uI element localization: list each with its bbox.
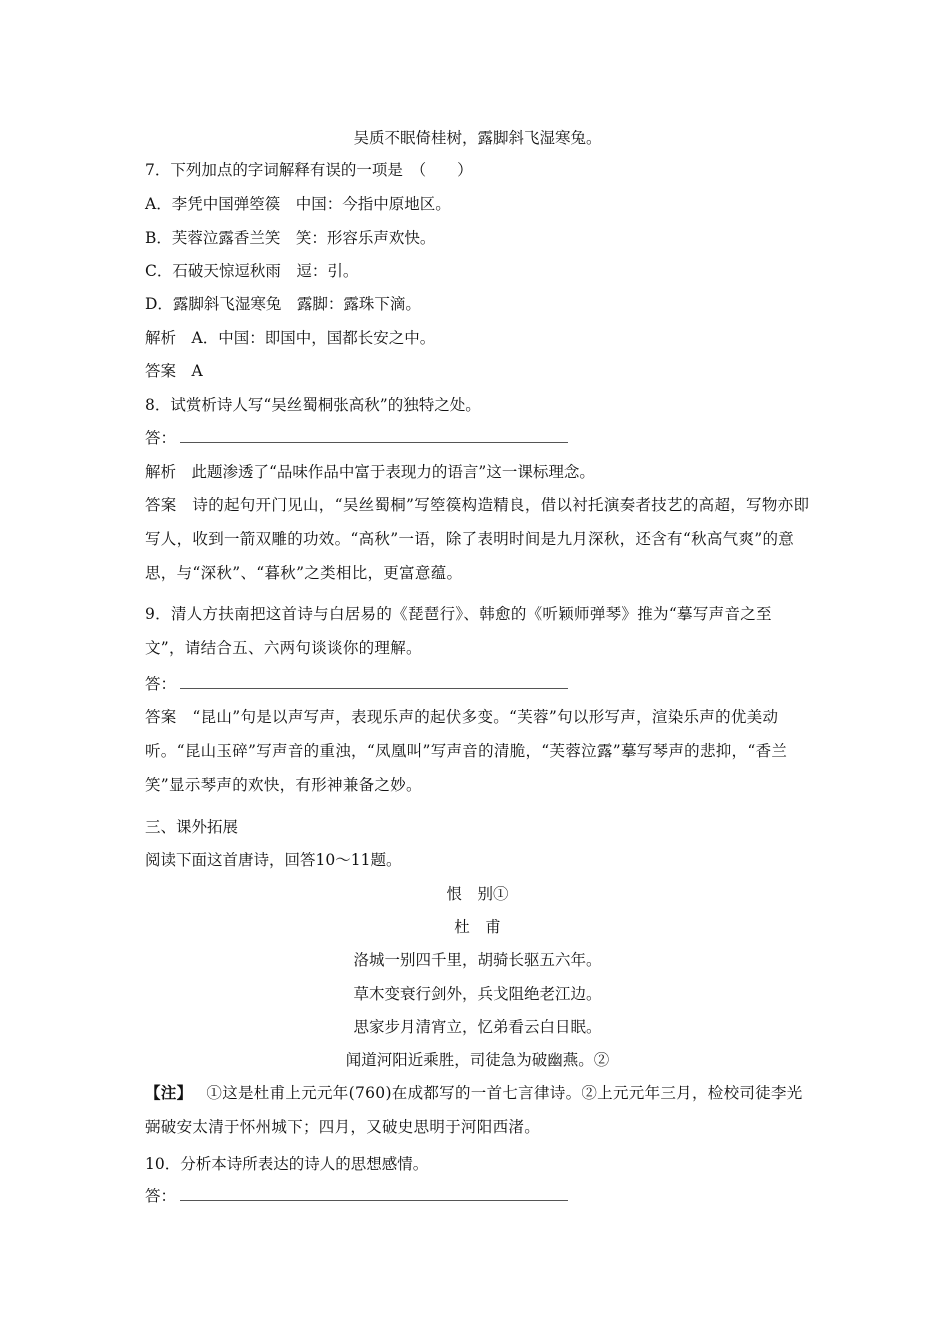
poem-title: 恨 别① (446, 885, 509, 903)
question-10-answer-field[interactable] (145, 1186, 810, 1206)
question-9-answer: 答案 “昆山”句是以声写声，表现乐声的起伏多变。“芙蓉”句以形写声，渲染乐声的优美动听。“昆山玉碎”写声音的重浊，“凤凰叫”写声音的清脆，“芙蓉泣露”摹写琴声的悲抑，“香兰笑”显示琴声的欢快，有形神兼备之妙。 (145, 708, 788, 794)
verse-line: 吴质不眠倚桂树，露脚斜飞湿寒兔。 (353, 129, 602, 147)
question-9-stem: 9．清人方扶南把这首诗与白居易的《琵琶行》、韩愈的《听颖师弹琴》推为“摹写声音之至文”，请结合五、六两句谈谈你的理解。 (145, 605, 772, 657)
question-7-analysis: 解析 A．中国：即国中，国都长安之中。 (145, 329, 436, 347)
poem-note (145, 1076, 810, 1144)
poem-line: 思家步月清宵立，忆弟看云白日眠。 (353, 1018, 602, 1036)
question-8-answer-field[interactable] (145, 428, 810, 448)
question-7-stem: 7．下列加点的字词解释有误的一项是 （ ） (145, 161, 473, 179)
question-8-stem: 8．试赏析诗人写“吴丝蜀桐张高秋”的独特之处。 (145, 396, 481, 414)
poem-line: 草木变衰行剑外，兵戈阻绝老江边。 (353, 985, 602, 1003)
section-heading: 三、课外拓展 (145, 818, 239, 836)
question-8-answer: 答案 诗的起句开门见山，“吴丝蜀桐”写箜篌构造精良，借以衬托演奏者技艺的高超，写物亦即写人，收到一箭双雕的功效。“高秋”一语，除了表明时间是九月深秋，还含有“秋高气爽”的意思，与“深秋”、“暮秋”之类相比，更富意蕴。 (145, 496, 810, 582)
poem-line: 洛城一别四千里，胡骑长驱五六年。 (353, 951, 602, 969)
question-7-option-c: C．石破天惊逗秋雨 逗：引。 (145, 262, 359, 280)
question-7-option-b: B．芙蓉泣露香兰笑 笑：形容乐声欢快。 (145, 229, 436, 247)
answer-label: 答： (145, 675, 177, 693)
answer-label: 答： (145, 1187, 177, 1205)
question-7-option-a: A．李凭中国弹箜篌 中国：今指中原地区。 (145, 195, 451, 213)
section-intro: 阅读下面这首唐诗，回答10～11题。 (145, 851, 402, 869)
note-text: ①这是杜甫上元元年(760)在成都写的一首七言律诗。②上元元年三月，检校司徒李光弼破安太清于怀州城下；四月，又破史思明于河阳西渚。 (145, 1084, 803, 1136)
question-8-analysis: 解析 此题渗透了“品味作品中富于表现力的语言”这一课标理念。 (145, 463, 595, 481)
answer-blank[interactable] (180, 428, 568, 443)
question-7-option-d: D．露脚斜飞湿寒兔 露脚：露珠下滴。 (145, 295, 421, 313)
poem-line: 闻道河阳近乘胜，司徒急为破幽燕。② (345, 1051, 610, 1069)
question-7-answer: 答案 A (145, 362, 203, 380)
answer-blank[interactable] (180, 1186, 568, 1201)
question-10-stem: 10．分析本诗所表达的诗人的思想感情。 (145, 1155, 429, 1173)
note-label: 【注】 (145, 1083, 193, 1102)
poem-author: 杜 甫 (454, 918, 501, 936)
answer-label: 答： (145, 429, 177, 447)
answer-blank[interactable] (180, 674, 568, 689)
question-9-answer-field[interactable] (145, 674, 810, 694)
